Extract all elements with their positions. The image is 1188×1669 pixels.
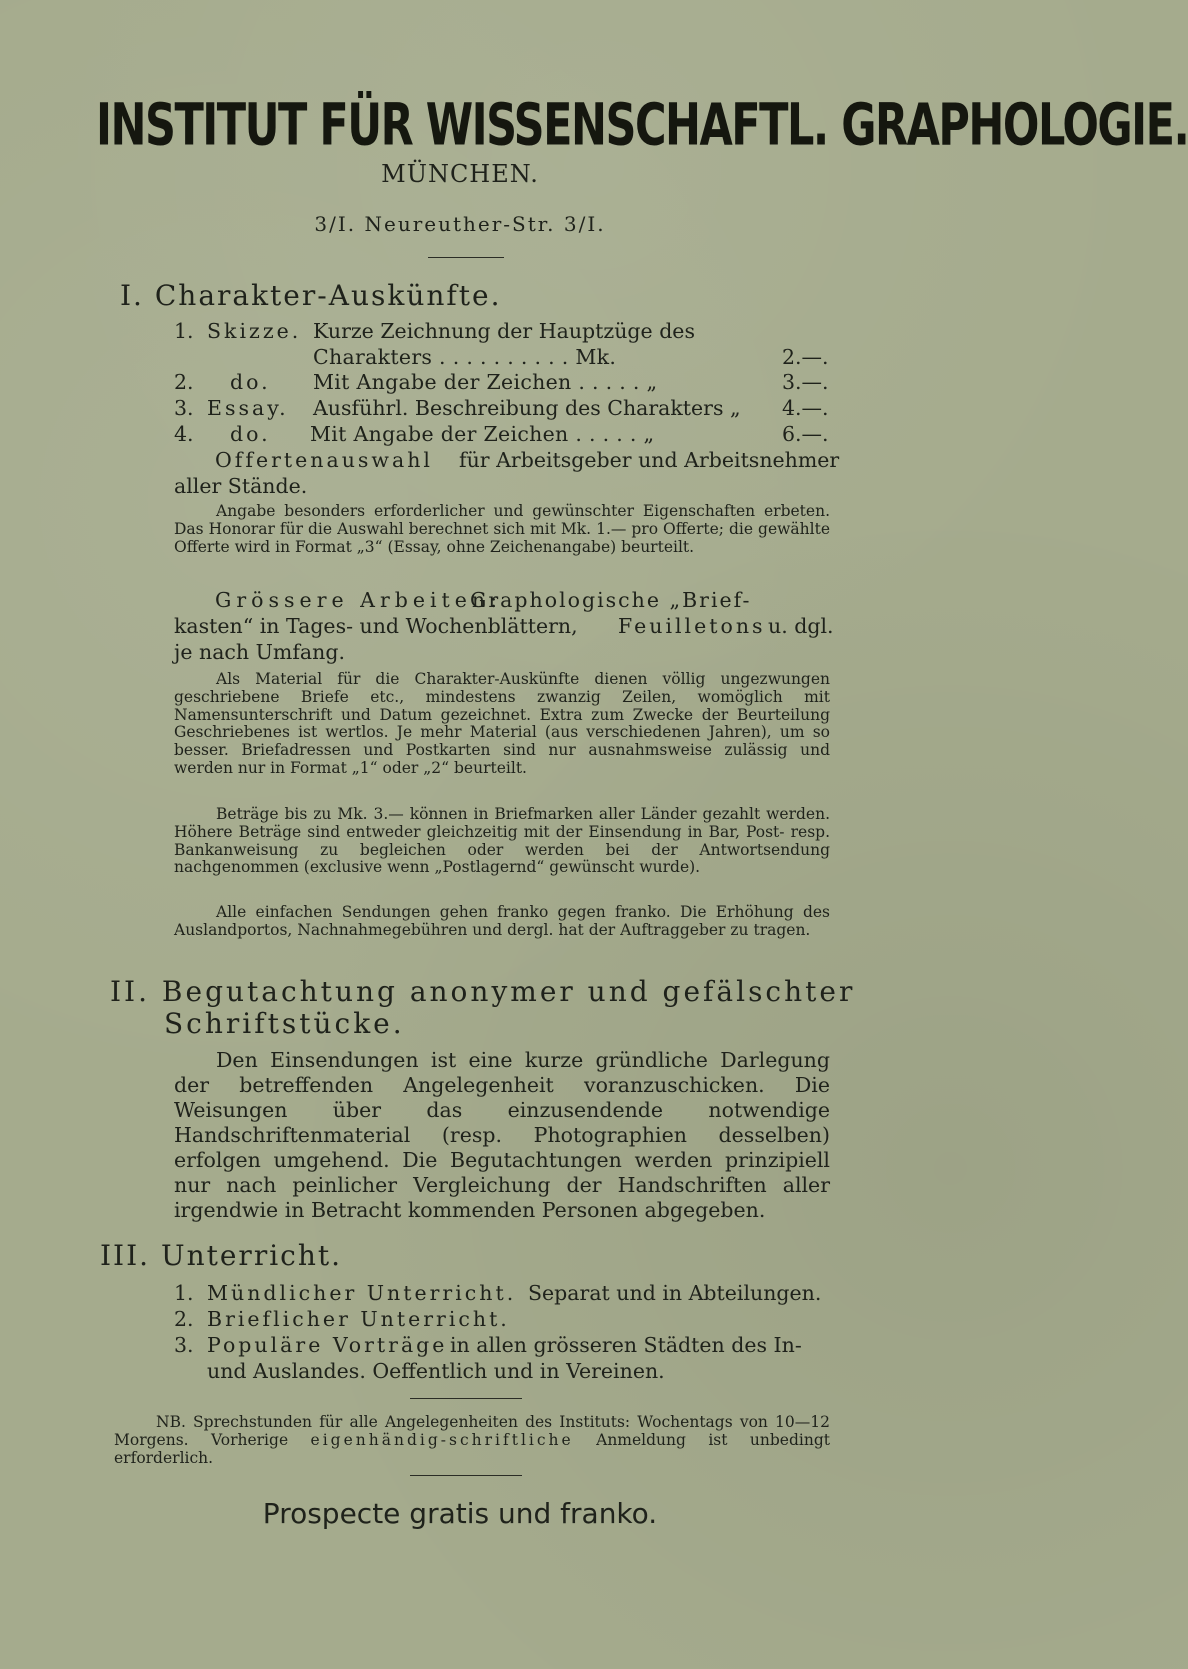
larger-works-text: Graphologische „Brief- [470, 588, 752, 612]
section-heading: II. Begutachtung anonymer und gefälschter [110, 975, 856, 1008]
item-kind: Essay. [207, 396, 289, 420]
item-number: 3. [174, 396, 194, 420]
larger-works-text: kasten“ in Tages- und Wochenblättern, [174, 614, 578, 638]
item-number: 1. [174, 1281, 194, 1305]
course-lead: Mündlicher Unterricht. [207, 1281, 517, 1305]
item-kind: Skizze. [207, 319, 302, 343]
section2-body: Den Einsendungen ist eine kurze gründliche Darlegung der betreffenden Angelegenheit voranzuschicken. Die Weisungen über das einzusendende notwendige Handschriftenmaterial (resp. Photographien desselben) erfolgen umgehend. Die Begutachtungen werden prinzipiell nur nach peinlicher Vergleichung der Handschriften aller irgendwie in Betracht kommenden Personen abgegeben. [174, 1048, 830, 1222]
item-description: Kurze Zeichnung der Hauptzüge des [313, 319, 695, 343]
item-price: 6.—. [782, 422, 829, 446]
larger-works-emph: Feuilletons [618, 614, 766, 638]
item-number: 3. [174, 1333, 194, 1357]
footer-note: Prospecte gratis und franko. [262, 1497, 658, 1530]
item-price: 4.—. [782, 396, 829, 420]
item-description: Mit Angabe der Zeichen . . . . . „ [310, 422, 655, 446]
course-text: Separat und in Abteilungen. [528, 1281, 822, 1305]
divider [410, 1475, 522, 1476]
item-number: 1. [174, 319, 194, 343]
course-lead: Populäre Vorträge [207, 1333, 448, 1357]
item-description: Ausführl. Beschreibung des Charakters „ [313, 396, 741, 420]
material-paragraph: Als Material für die Charakter-Auskünfte dienen völlig ungezwungen geschriebene Briefe etc., mindestens zwanzig Zeilen, womöglich mit Namensunterschrift und Datum gezeichnet. Extra zum Zwecke der Beurteilung Geschriebenes ist wertlos. Je mehr Material (aus verschiedenen Jahren), um so besser. Briefadressen und Postkarten sind nur ausnahmsweise zulässig und werden nur in Format „1“ oder „2“ beurteilt. [174, 670, 830, 778]
offerte-lead: Offertenauswahl [215, 448, 433, 472]
item-description: Charakters . . . . . . . . . . Mk. [313, 345, 617, 369]
course-lead: Brieflicher Unterricht. [207, 1307, 510, 1331]
course-text: in allen grösseren Städten des In- [450, 1333, 802, 1357]
section-heading: I. Charakter-Auskünfte. [120, 279, 502, 312]
item-number: 4. [174, 422, 194, 446]
institute-title: INSTITUT FÜR WISSENSCHAFTL. GRAPHOLOGIE. [96, 92, 1188, 160]
item-number: 2. [174, 370, 194, 394]
larger-works-lead: Grössere Arbeiten: [215, 588, 503, 612]
city-name: MÜNCHEN. [381, 160, 539, 188]
section-heading: III. Unterricht. [100, 1239, 343, 1272]
payment-paragraph: Beträge bis zu Mk. 3.— können in Briefmarken aller Länder gezahlt werden. Höhere Beträge sind entweder gleichzeitig mit der Einsendung in Bar, Post- resp. Bankanweisung zu begleichen oder werden bei der Antwortsendung nachgenommen (exclusive wenn „Postlagernd“ gewünscht wurde). [174, 805, 830, 877]
item-price: 3.—. [782, 370, 829, 394]
larger-works-text: je nach Umfang. [174, 640, 345, 664]
larger-works-text: u. dgl. [768, 614, 834, 638]
item-price: 2.—. [782, 345, 829, 369]
divider [410, 1398, 522, 1399]
item-kind: do. [230, 422, 271, 446]
item-number: 2. [174, 1307, 194, 1331]
nb-spaced: eigenhändig-schriftliche [310, 1430, 574, 1449]
offerte-text: für Arbeitsgeber und Arbeitsnehmer [459, 448, 840, 472]
franko-paragraph: Alle einfachen Sendungen gehen franko gegen franko. Die Erhöhung des Auslandportos, Nachnahmegebühren und dergl. hat der Auftraggeber zu tragen. [174, 903, 830, 939]
address: 3/I. Neureuther-Str. 3/I. [314, 212, 606, 236]
item-description: Mit Angabe der Zeichen . . . . . „ [313, 370, 658, 394]
item-kind: do. [230, 370, 271, 394]
offerte-note: Angabe besonders erforderlicher und gewünschter Eigenschaften erbeten. Das Honorar für die Auswahl berechnet sich mit Mk. 1.— pro Offerte; die gewählte Offerte wird in Format „3“ (Essay, ohne Zeichenangabe) beurteilt. [174, 502, 830, 556]
divider [428, 257, 504, 258]
course-text: und Auslandes. Oeffentlich und in Vereinen. [207, 1359, 665, 1383]
nb-note: NB. Sprechstunden für alle Angelegenheiten des Instituts: Wochentags von 10—12 Morgens. Vorherige eigenhändig-schriftliche Anmeldung ist unbedingt erforderlich. [114, 1413, 830, 1467]
offerte-text: aller Stände. [174, 474, 308, 498]
section-heading: Schriftstücke. [164, 1007, 405, 1040]
